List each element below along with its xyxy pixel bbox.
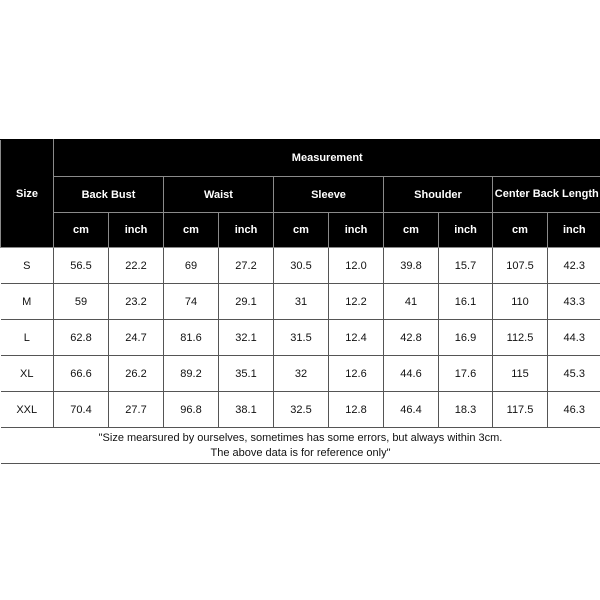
unit-header-cm: cm — [384, 213, 439, 248]
size-label: S — [1, 248, 54, 284]
table-cell: 18.3 — [439, 392, 493, 428]
table-cell: 32.1 — [219, 320, 274, 356]
size-label: M — [1, 284, 54, 320]
size-header: Size — [1, 140, 54, 248]
table-cell: 59 — [54, 284, 109, 320]
table-cell: 44.3 — [548, 320, 600, 356]
table-cell: 46.4 — [384, 392, 439, 428]
table-cell: 22.2 — [109, 248, 164, 284]
table-cell: 66.6 — [54, 356, 109, 392]
table-cell: 89.2 — [164, 356, 219, 392]
note-line-1: "Size mearsured by ourselves, sometimes has some errors, but always within 3cm. — [98, 431, 503, 444]
table-cell: 32.5 — [274, 392, 329, 428]
table-cell: 41 — [384, 284, 439, 320]
size-label: XL — [1, 356, 54, 392]
table-row — [1, 320, 600, 356]
table-cell: 74 — [164, 284, 219, 320]
group-header-shoulder: Shoulder — [384, 177, 493, 213]
table-cell: 31.5 — [274, 320, 329, 356]
table-cell: 12.4 — [329, 320, 384, 356]
unit-header-inch: inch — [548, 213, 600, 248]
table-cell: 62.8 — [54, 320, 109, 356]
table-cell: 16.9 — [439, 320, 493, 356]
unit-header-inch: inch — [109, 213, 164, 248]
table-cell: 15.7 — [439, 248, 493, 284]
table-cell: 29.1 — [219, 284, 274, 320]
unit-header-inch: inch — [439, 213, 493, 248]
table-cell: 39.8 — [384, 248, 439, 284]
table-cell: 12.2 — [329, 284, 384, 320]
group-header-center-back-length: Center Back Length — [493, 177, 600, 213]
table-cell: 42.8 — [384, 320, 439, 356]
size-table — [0, 139, 600, 464]
unit-header-cm: cm — [54, 213, 109, 248]
table-cell: 31 — [274, 284, 329, 320]
table-cell: 117.5 — [493, 392, 548, 428]
table-cell: 12.6 — [329, 356, 384, 392]
size-chart — [0, 139, 600, 464]
unit-header-cm: cm — [274, 213, 329, 248]
table-row — [1, 356, 600, 392]
table-cell: 96.8 — [164, 392, 219, 428]
table-row — [1, 284, 600, 320]
table-cell: 69 — [164, 248, 219, 284]
table-cell: 46.3 — [548, 392, 600, 428]
table-cell: 70.4 — [54, 392, 109, 428]
note-row — [1, 428, 600, 464]
group-header-back-bust: Back Bust — [54, 177, 164, 213]
size-label: L — [1, 320, 54, 356]
unit-header-cm: cm — [493, 213, 548, 248]
unit-header-inch: inch — [219, 213, 274, 248]
table-cell: 112.5 — [493, 320, 548, 356]
table-cell: 27.2 — [219, 248, 274, 284]
table-cell: 115 — [493, 356, 548, 392]
table-cell: 45.3 — [548, 356, 600, 392]
table-cell: 42.3 — [548, 248, 600, 284]
table-row — [1, 392, 600, 428]
table-cell: 12.8 — [329, 392, 384, 428]
unit-header-cm: cm — [164, 213, 219, 248]
table-cell: 30.5 — [274, 248, 329, 284]
table-cell: 32 — [274, 356, 329, 392]
table-cell: 16.1 — [439, 284, 493, 320]
table-cell: 110 — [493, 284, 548, 320]
table-cell: 44.6 — [384, 356, 439, 392]
table-cell: 27.7 — [109, 392, 164, 428]
measurement-header: Measurement — [54, 140, 600, 177]
table-cell: 35.1 — [219, 356, 274, 392]
table-cell: 24.7 — [109, 320, 164, 356]
group-header-waist: Waist — [164, 177, 274, 213]
note-line-2: The above data is for reference only" — [210, 446, 391, 459]
table-cell: 38.1 — [219, 392, 274, 428]
group-header-sleeve: Sleeve — [274, 177, 384, 213]
table-cell: 43.3 — [548, 284, 600, 320]
table-cell: 23.2 — [109, 284, 164, 320]
table-cell: 12.0 — [329, 248, 384, 284]
table-cell: 107.5 — [493, 248, 548, 284]
unit-header-inch: inch — [329, 213, 384, 248]
table-cell: 56.5 — [54, 248, 109, 284]
table-cell: 26.2 — [109, 356, 164, 392]
table-cell: 17.6 — [439, 356, 493, 392]
size-note — [1, 428, 600, 464]
table-row — [1, 248, 600, 284]
size-label: XXL — [1, 392, 54, 428]
table-cell: 81.6 — [164, 320, 219, 356]
